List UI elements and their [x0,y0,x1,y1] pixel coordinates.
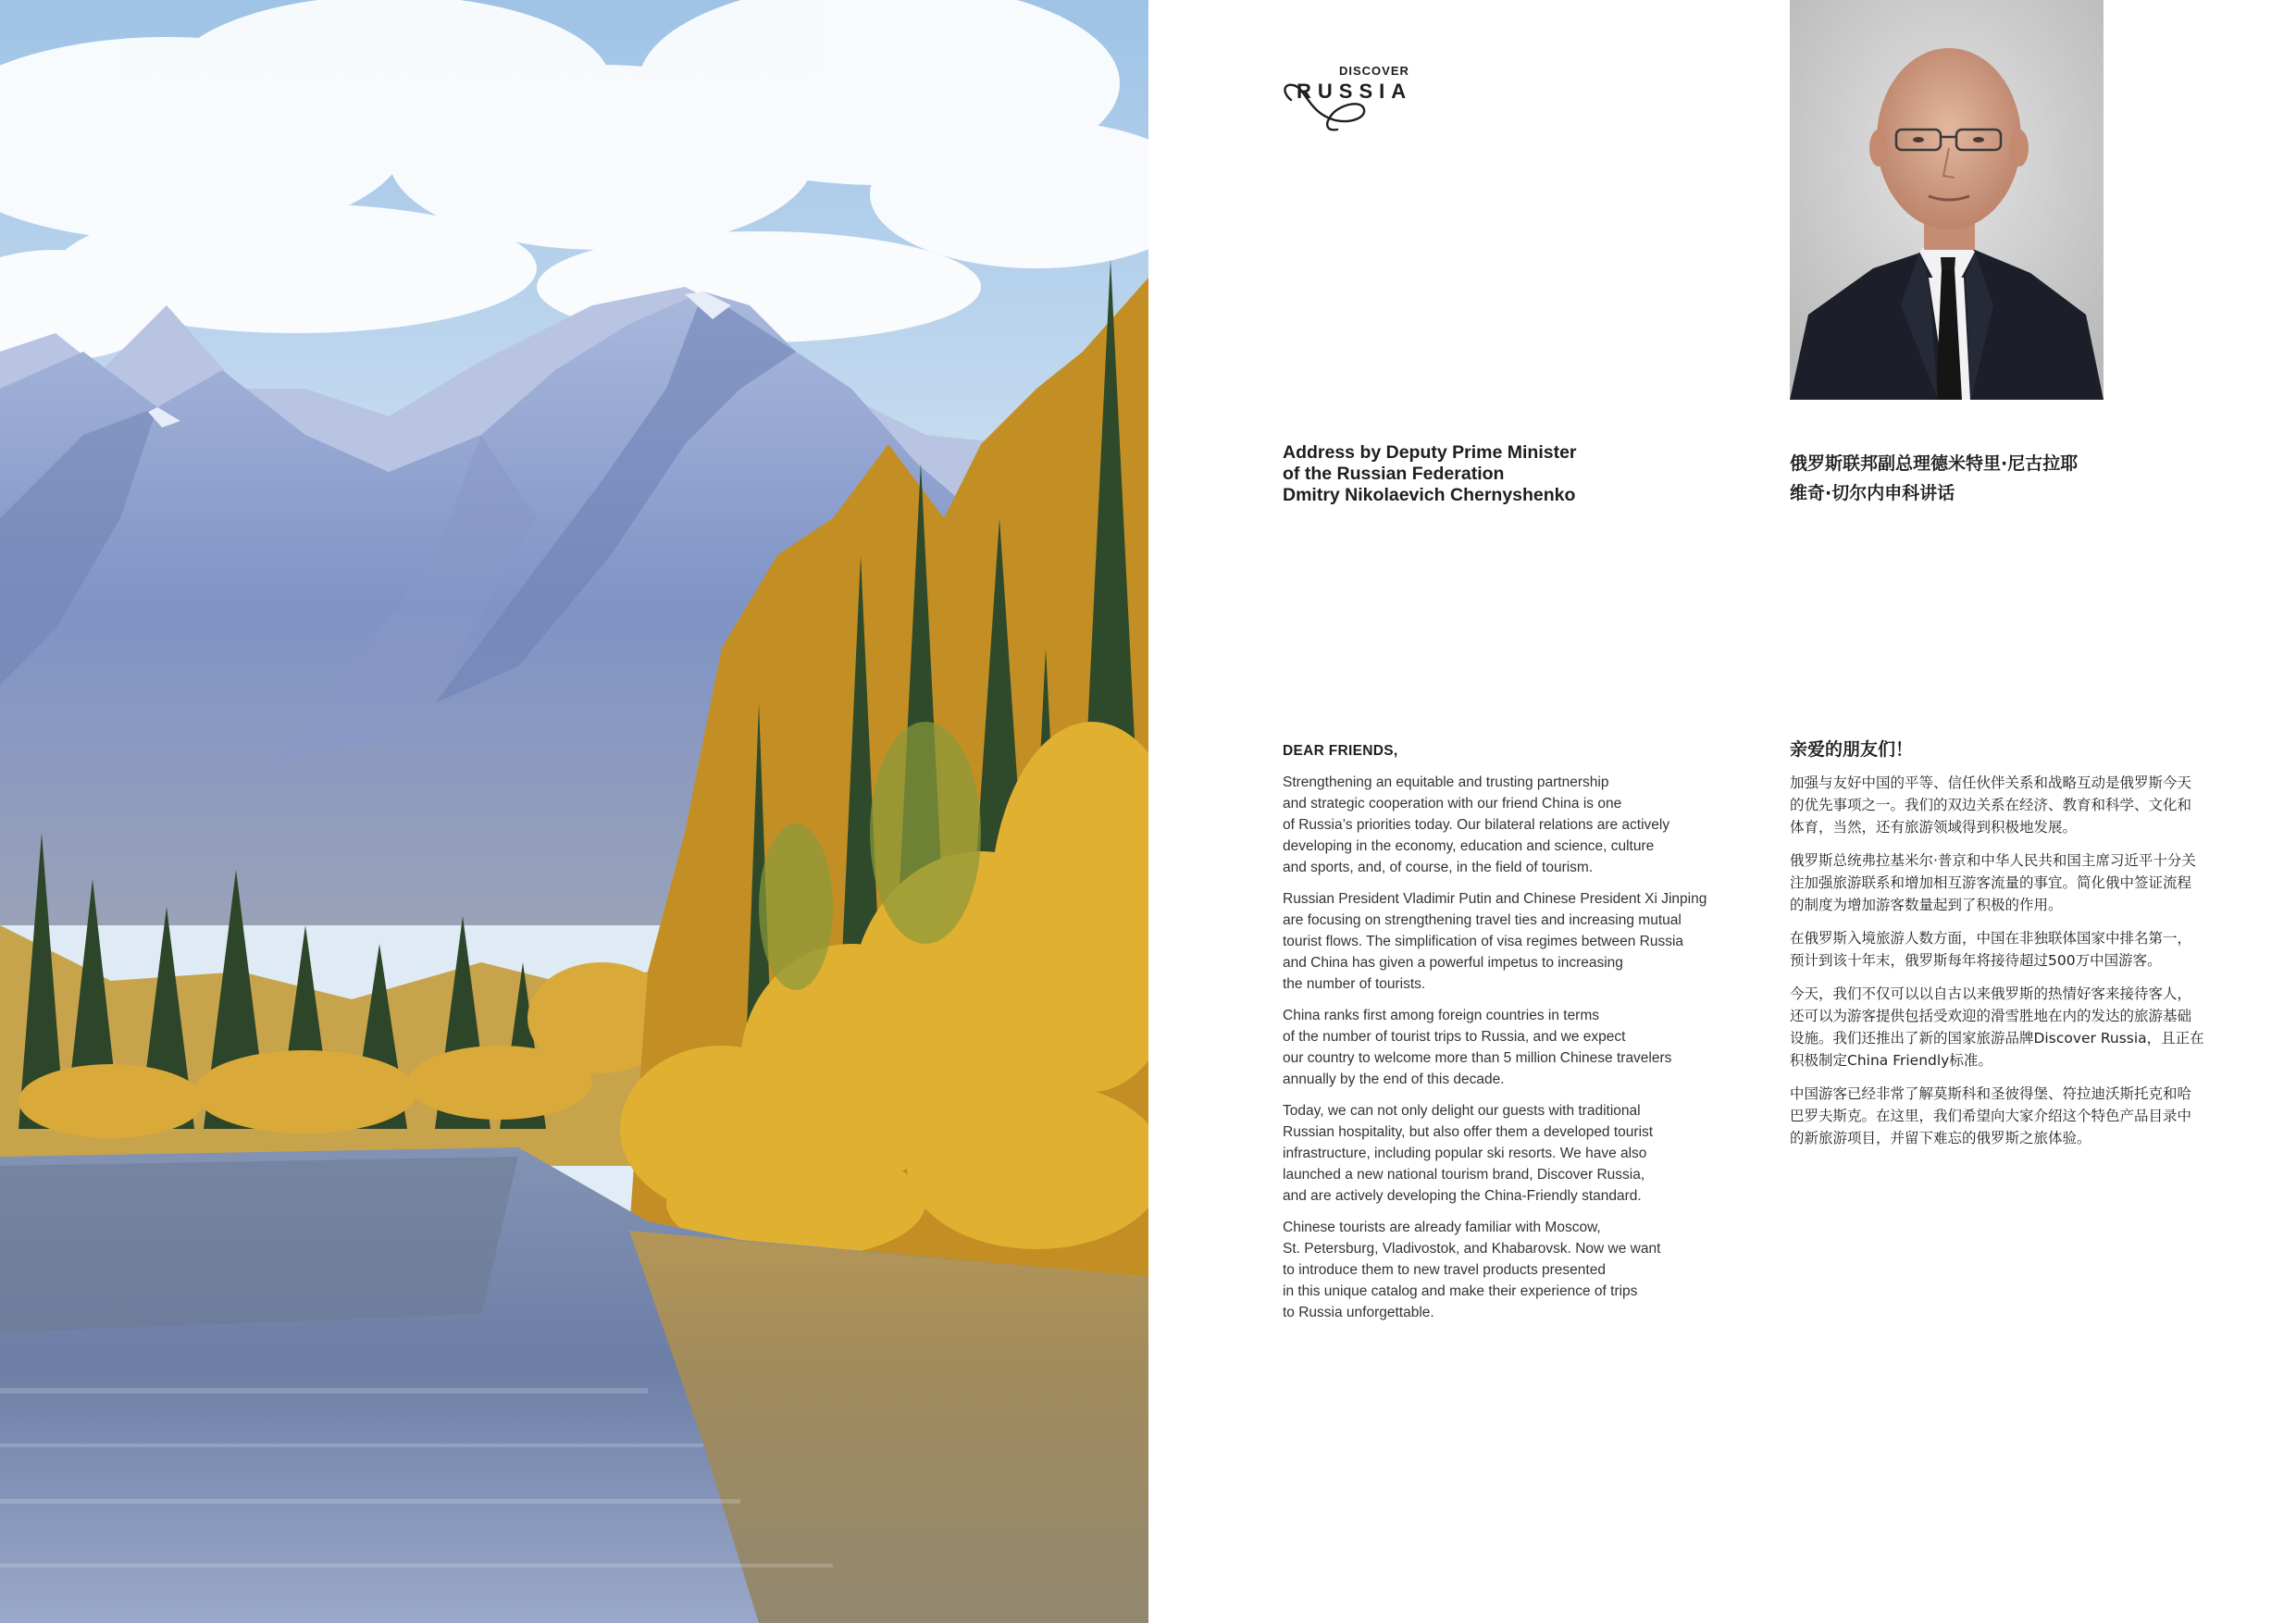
text-line: 体育，当然，还有旅游领域得到积极地发展。 [1790,819,2078,836]
text-line: 巴罗夫斯克。在这里，我们希望向大家介绍这个特色产品目录中 [1790,1108,2192,1124]
english-title-line: Dmitry Nikolaevich Chernyshenko [1283,485,1576,505]
english-title-line: Address by Deputy Prime Minister [1283,442,1577,463]
text-line: tourist flows. The simplification of visa regimes between Russia [1283,934,1684,949]
text-line: Chinese tourists are already familiar with Moscow, [1283,1220,1601,1235]
english-paragraph [1283,772,1764,878]
chinese-greeting: 亲爱的朋友们！ [1790,739,1914,760]
text-line: 的优先事项之一。我们的双边关系在经济、教育和科学、文化和 [1790,797,2192,813]
discover-russia-logo [1280,57,1419,135]
text-line: the number of tourists. [1283,976,1426,992]
chinese-paragraph [1790,849,2225,916]
text-line: China ranks first among foreign countries in terms [1283,1008,1600,1023]
english-paragraph [1283,888,1764,995]
text-line: and China has given a powerful impetus to increasing [1283,955,1623,971]
chinese-paragraph [1790,772,2225,838]
text-line: 注加强旅游联系和增加相互游客流量的事宜。简化俄中签证流程 [1790,874,2192,891]
text-line: 预计到该十年末，俄罗斯每年将接待超过500万中国游客。 [1790,952,2162,969]
text-line: of the number of tourist trips to Russia, and we expect [1283,1029,1626,1045]
text-line: are focusing on strengthening travel ties and increasing mutual [1283,912,1682,928]
text-line: and are actively developing the China-Friendly standard. [1283,1188,1642,1204]
text-line: to introduce them to new travel products presented [1283,1262,1606,1278]
text-line: annually by the end of this decade. [1283,1072,1505,1087]
english-paragraph [1283,1005,1764,1090]
english-title [1283,442,1634,506]
text-line: Strengthening an equitable and trusting partnership [1283,774,1609,790]
english-greeting: DEAR FRIENDS, [1283,743,1398,759]
english-title-line: of the Russian Federation [1283,464,1505,484]
text-line: of Russia’s priorities today. Our bilateral relations are actively [1283,817,1670,833]
chinese-paragraph [1790,927,2225,972]
chinese-title-line: 俄罗斯联邦副总理德米特里·尼古拉耶 [1790,453,2079,474]
text-line: 设施。我们还推出了新的国家旅游品牌Discover Russia，且正在 [1790,1030,2204,1047]
text-line: to Russia unforgettable. [1283,1305,1434,1320]
chinese-body [1790,738,2225,1160]
text-line: and sports, and, of course, in the field of tourism. [1283,860,1594,875]
chinese-title [1790,449,2160,508]
text-line: launched a new national tourism brand, Discover Russia, [1283,1167,1645,1183]
chinese-title-line: 维奇·切尔内申科讲话 [1790,483,1955,503]
text-line: and strategic cooperation with our friend China is one [1283,796,1622,812]
portrait-illustration [1790,0,2104,400]
text-line: in this unique catalog and make their experience of trips [1283,1283,1638,1299]
text-line: 的新旅游项目，并留下难忘的俄罗斯之旅体验。 [1790,1130,2091,1146]
chinese-paragraph [1790,1083,2225,1149]
text-line: 的制度为增加游客数量起到了积极的作用。 [1790,897,2063,913]
text-line: 加强与友好中国的平等、信任伙伴关系和战略互动是俄罗斯今天 [1790,774,2192,791]
text-line: St. Petersburg, Vladivostok, and Khabarovsk. Now we want [1283,1241,1661,1257]
text-line: Russian President Vladimir Putin and Chinese President Xi Jinping [1283,891,1707,907]
logo-small-text: DISCOVER [1339,64,1409,78]
text-line: 积极制定China Friendly标准。 [1790,1052,1992,1069]
text-line: 在俄罗斯入境旅游人数方面，中国在非独联体国家中排名第一， [1790,930,2192,947]
english-paragraph [1283,1100,1764,1207]
english-body [1283,740,1764,1333]
text-line: 今天，我们不仅可以以自古以来俄罗斯的热情好客来接待客人， [1790,985,2192,1002]
logo-big-text: RUSSIA [1297,80,1413,103]
portrait-photo [1790,0,2104,400]
text-line: Russian hospitality, but also offer them a developed tourist [1283,1124,1654,1140]
text-line: our country to welcome more than 5 million Chinese travelers [1283,1050,1672,1066]
text-line: 中国游客已经非常了解莫斯科和圣彼得堡、符拉迪沃斯托克和哈 [1790,1085,2192,1102]
english-paragraph [1283,1217,1764,1323]
text-line: developing in the economy, education and science, culture [1283,838,1655,854]
text-line: 俄罗斯总统弗拉基米尔·普京和中华人民共和国主席习近平十分关 [1790,852,2196,869]
text-line: 还可以为游客提供包括受欢迎的滑雪胜地在内的发达的旅游基础 [1790,1008,2192,1024]
chinese-paragraph [1790,983,2225,1072]
text-line: Today, we can not only delight our guests with traditional [1283,1103,1641,1119]
text-line: infrastructure, including popular ski resorts. We have also [1283,1146,1647,1161]
